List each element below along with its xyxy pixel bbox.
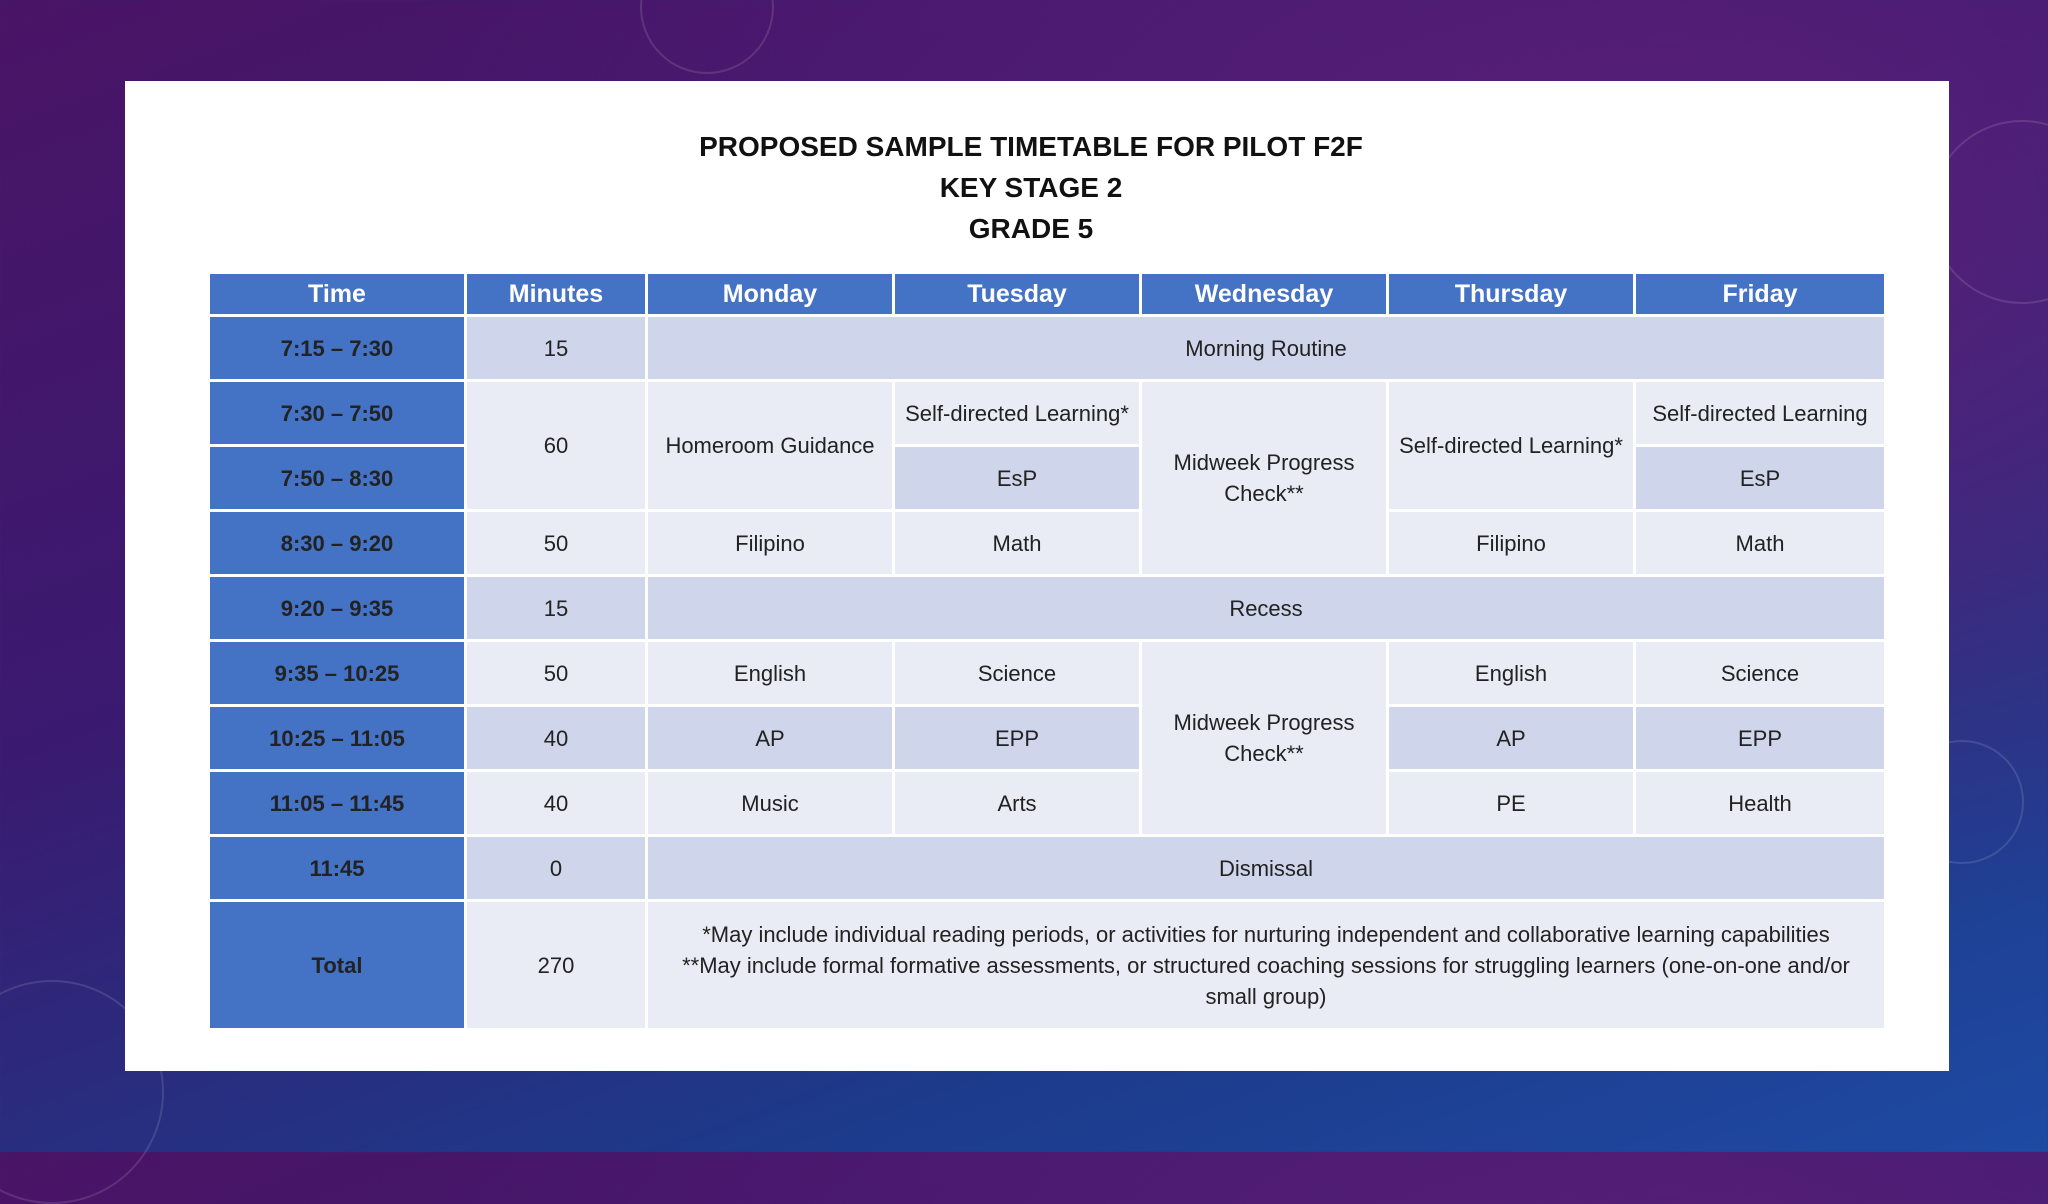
friday-cell: Science	[1636, 642, 1884, 704]
title-line-1: PROPOSED SAMPLE TIMETABLE FOR PILOT F2F	[699, 131, 1363, 162]
footnotes-cell	[648, 902, 1884, 1028]
time-cell: 11:05 – 11:45	[210, 772, 464, 834]
header-monday: Monday	[648, 274, 892, 314]
minutes-cell: 40	[467, 707, 645, 769]
decorative-circle	[640, 0, 774, 74]
table-row	[210, 382, 1884, 444]
minutes-cell: 60	[467, 382, 645, 509]
minutes-cell: 50	[467, 512, 645, 574]
title-line-2: KEY STAGE 2	[939, 172, 1123, 203]
dismissal-cell: Dismissal	[648, 837, 1884, 899]
thursday-cell: Filipino	[1389, 512, 1633, 574]
monday-cell: English	[648, 642, 892, 704]
header-minutes: Minutes	[467, 274, 645, 314]
time-cell: 7:15 – 7:30	[210, 317, 464, 379]
header-thursday: Thursday	[1389, 274, 1633, 314]
minutes-cell: 50	[467, 642, 645, 704]
header-friday: Friday	[1636, 274, 1884, 314]
minutes-cell: 40	[467, 772, 645, 834]
total-minutes: 270	[467, 902, 645, 1028]
total-label: Total	[210, 902, 464, 1028]
time-cell: 11:45	[210, 837, 464, 899]
footnote-1: *May include individual reading periods, or activities for nurturing independent and collaborative learning capabilities	[702, 921, 1830, 947]
tuesday-cell: EsP	[895, 447, 1139, 509]
slide-title	[125, 126, 1949, 249]
tuesday-cell: Math	[895, 512, 1139, 574]
tuesday-cell: Self-directed Learning*	[895, 382, 1139, 444]
time-cell: 9:20 – 9:35	[210, 577, 464, 639]
time-cell: 8:30 – 9:20	[210, 512, 464, 574]
tuesday-cell: EPP	[895, 707, 1139, 769]
table-row	[210, 642, 1884, 704]
table-row	[210, 577, 1884, 639]
recess-cell: Recess	[648, 577, 1884, 639]
minutes-cell: 0	[467, 837, 645, 899]
header-time: Time	[210, 274, 464, 314]
footnote-2: **May include formal formative assessments, or structured coaching sessions for struggling learners (one-on-one and/or small group)	[682, 952, 1850, 1009]
monday-cell: Homeroom Guidance	[648, 382, 892, 509]
friday-cell: EsP	[1636, 447, 1884, 509]
thursday-cell: English	[1389, 642, 1633, 704]
total-row	[210, 902, 1884, 1028]
header-wednesday: Wednesday	[1142, 274, 1386, 314]
monday-cell: Filipino	[648, 512, 892, 574]
friday-cell: Self-directed Learning	[1636, 382, 1884, 444]
tuesday-cell: Arts	[895, 772, 1139, 834]
friday-cell: Math	[1636, 512, 1884, 574]
table-row	[210, 707, 1884, 769]
time-cell: 7:30 – 7:50	[210, 382, 464, 444]
header-tuesday: Tuesday	[895, 274, 1139, 314]
friday-cell: Health	[1636, 772, 1884, 834]
friday-cell: EPP	[1636, 707, 1884, 769]
wednesday-cell: Midweek Progress Check**	[1142, 382, 1386, 574]
minutes-cell: 15	[467, 317, 645, 379]
table-row	[210, 772, 1884, 834]
time-cell: 10:25 – 11:05	[210, 707, 464, 769]
table-row	[210, 512, 1884, 574]
tuesday-cell: Science	[895, 642, 1139, 704]
timetable	[207, 271, 1887, 1031]
table-row	[210, 837, 1884, 899]
thursday-cell: PE	[1389, 772, 1633, 834]
minutes-cell: 15	[467, 577, 645, 639]
monday-cell: Music	[648, 772, 892, 834]
thursday-cell: Self-directed Learning*	[1389, 382, 1633, 509]
time-cell: 7:50 – 8:30	[210, 447, 464, 509]
slide	[125, 81, 1949, 1071]
time-cell: 9:35 – 10:25	[210, 642, 464, 704]
table-row	[210, 317, 1884, 379]
wednesday-cell: Midweek Progress Check**	[1142, 642, 1386, 834]
monday-cell: AP	[648, 707, 892, 769]
thursday-cell: AP	[1389, 707, 1633, 769]
title-line-3: GRADE 5	[968, 213, 1094, 244]
header-row	[210, 274, 1884, 314]
morning-routine-cell: Morning Routine	[648, 317, 1884, 379]
